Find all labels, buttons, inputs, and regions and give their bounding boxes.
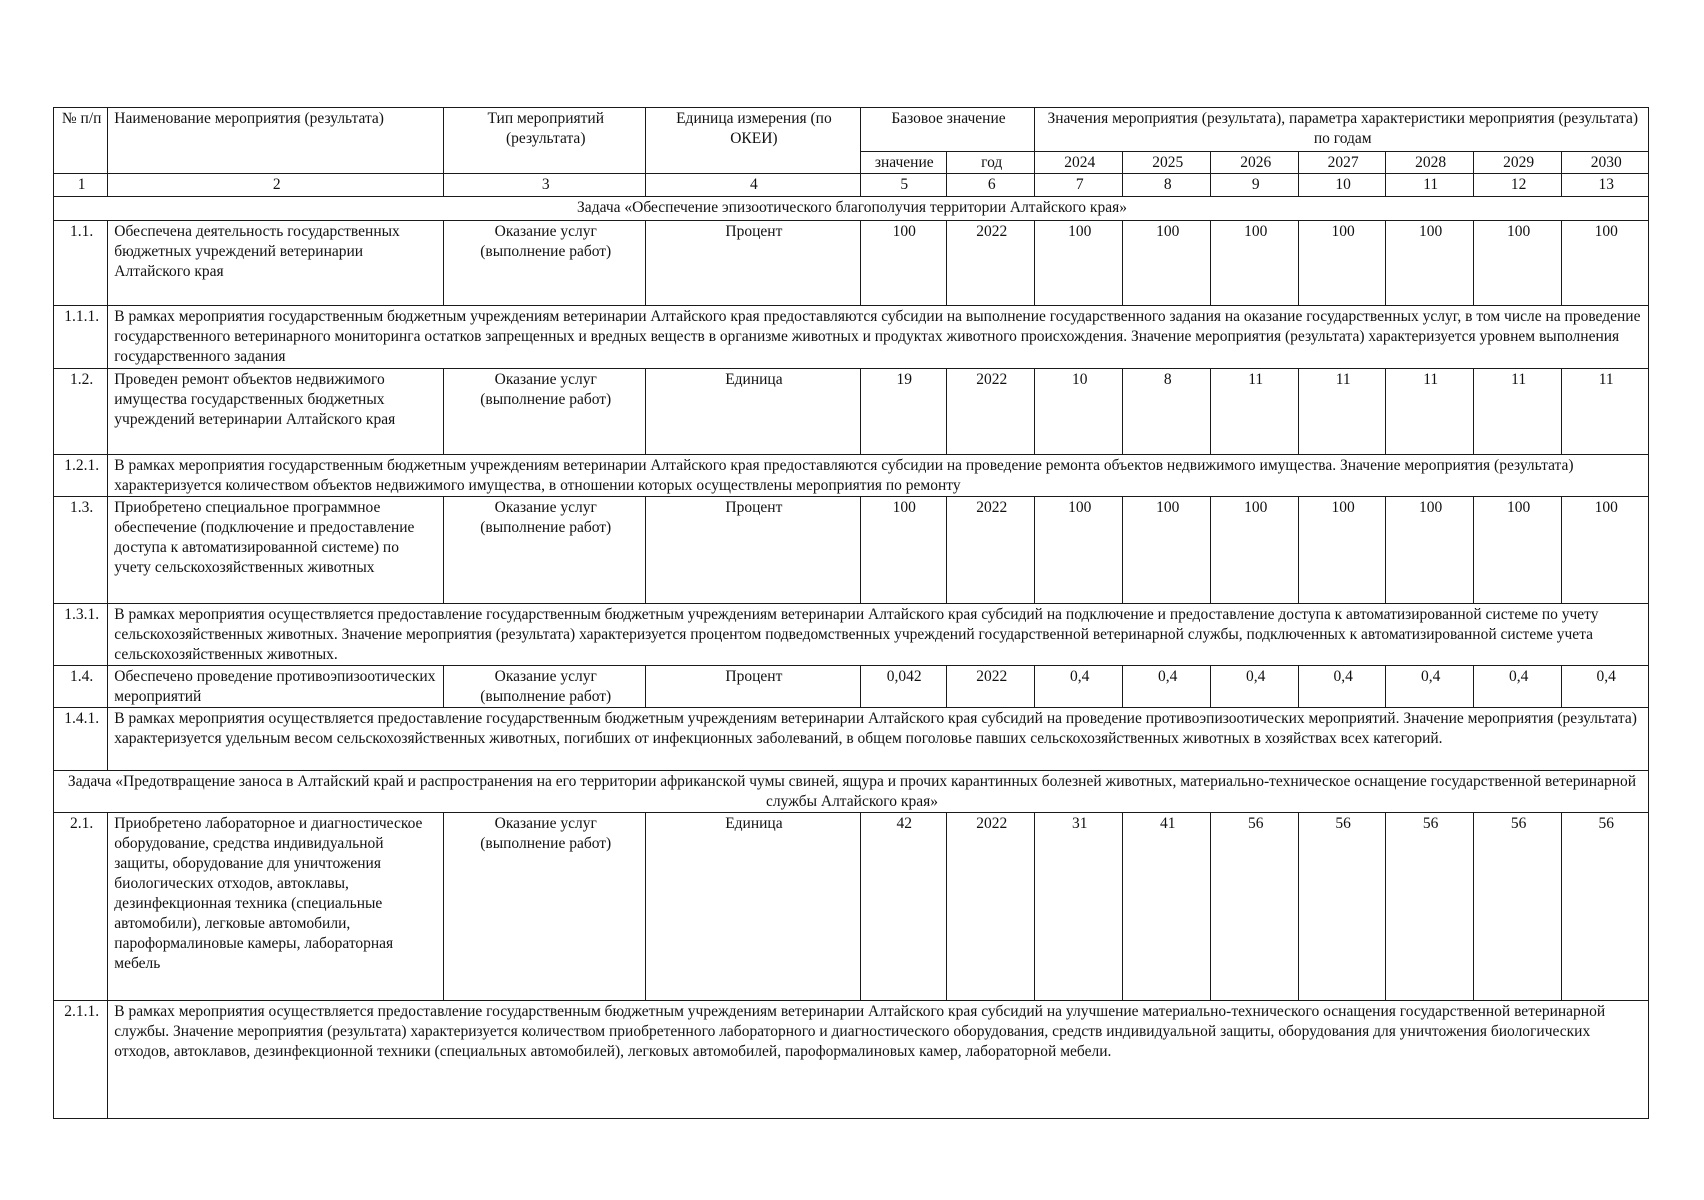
row-base-year: 2022 xyxy=(946,368,1035,455)
header-year: 2025 xyxy=(1122,152,1210,174)
task-row xyxy=(54,770,1649,812)
row-value: 31 xyxy=(1035,813,1122,1001)
header-year: 2030 xyxy=(1562,152,1649,174)
header-year: 2024 xyxy=(1035,152,1122,174)
row-unit: Единица xyxy=(646,368,860,455)
row-unit: Процент xyxy=(646,497,860,604)
sub-row-number: 2.1.1. xyxy=(54,1001,108,1119)
row-value: 0,4 xyxy=(1035,666,1122,708)
column-number: 12 xyxy=(1473,174,1561,196)
header-num: № п/п xyxy=(54,108,108,174)
sub-row-text: В рамках мероприятия государственным бюджетным учреждениям ветеринарии Алтайского края предоставляются субсидии на выполнение государственного задания на оказание государственных услуг, в том числе на проведение государственного ветеринарного мониторинга остатков запрещенных и вредных веществ в организме животных и продуктах животного происхождения. Значение мероприятия (результата) характеризуется уровнем выполнения государственного задания xyxy=(108,306,1649,368)
row-type: Оказание услуг (выполнение работ) xyxy=(444,666,646,708)
column-number-row xyxy=(54,174,1649,196)
column-number: 11 xyxy=(1386,174,1473,196)
column-number: 8 xyxy=(1122,174,1210,196)
column-number: 2 xyxy=(108,174,444,196)
row-name: Проведен ремонт объектов недвижимого имущества государственных бюджетных учреждений ветеринарии Алтайского края xyxy=(108,368,444,455)
header-name: Наименование мероприятия (результата) xyxy=(108,108,444,174)
sub-row-text: В рамках мероприятия осуществляется предоставление государственным бюджетным учреждениям ветеринарии Алтайского края субсидий на улучшение материально-технического оснащения государственной ветеринарной службы. Значение мероприятия (результата) характеризуется количеством приобретенного лабораторного и диагностического оборудования, средств индивидуальной защиты, оборудования для уничтожения биологических отходов, автоклавов, дезинфекционной техники (специальных автомобилей), легковых автомобилей, пароформалиновых камер, лабораторной мебели. xyxy=(108,1001,1649,1119)
column-number: 9 xyxy=(1211,174,1298,196)
row-type: Оказание услуг (выполнение работ) xyxy=(444,497,646,604)
header-type: Тип мероприятий (результата) xyxy=(444,108,646,174)
column-number: 3 xyxy=(444,174,646,196)
row-value: 0,4 xyxy=(1298,666,1385,708)
row-number: 1.1. xyxy=(54,220,108,306)
task-row xyxy=(54,196,1649,220)
row-base-value: 100 xyxy=(860,220,946,306)
description-row xyxy=(54,455,1649,497)
row-value: 100 xyxy=(1562,220,1649,306)
row-value: 100 xyxy=(1122,220,1210,306)
header-year: 2026 xyxy=(1211,152,1298,174)
row-base-value: 0,042 xyxy=(860,666,946,708)
sub-row-number: 1.1.1. xyxy=(54,306,108,368)
column-number: 6 xyxy=(946,174,1035,196)
row-value: 11 xyxy=(1298,368,1385,455)
table-row xyxy=(54,368,1649,455)
column-number: 5 xyxy=(860,174,946,196)
row-name: Обеспечена деятельность государственных бюджетных учреждений ветеринарии Алтайского края xyxy=(108,220,444,306)
row-base-value: 42 xyxy=(860,813,946,1001)
description-row xyxy=(54,708,1649,770)
row-value: 56 xyxy=(1298,813,1385,1001)
row-value: 56 xyxy=(1473,813,1561,1001)
row-unit: Процент xyxy=(646,666,860,708)
table-row xyxy=(54,666,1649,708)
table-row xyxy=(54,813,1649,1001)
sub-row-text: В рамках мероприятия осуществляется предоставление государственным бюджетным учреждениям ветеринарии Алтайского края субсидий на проведение противоэпизоотических мероприятий. Значение мероприятия (результата) характеризуется удельным весом сельскохозяйственных животных, погибших от инфекционных заболеваний, в общем поголовье павших сельскохозяйственных животных в хозяйствах всех категорий. xyxy=(108,708,1649,770)
column-number: 4 xyxy=(646,174,860,196)
table-row xyxy=(54,220,1649,306)
row-name: Обеспечено проведение противоэпизоотических мероприятий xyxy=(108,666,444,708)
row-value: 100 xyxy=(1298,220,1385,306)
description-row xyxy=(54,603,1649,665)
row-type: Оказание услуг (выполнение работ) xyxy=(444,220,646,306)
table-header-row xyxy=(54,108,1649,152)
column-number: 7 xyxy=(1035,174,1122,196)
header-base: Базовое значение xyxy=(860,108,1035,152)
row-value: 11 xyxy=(1211,368,1298,455)
row-number: 1.2. xyxy=(54,368,108,455)
task-title: Задача «Обеспечение эпизоотического благополучия территории Алтайского края» xyxy=(54,196,1649,220)
row-value: 11 xyxy=(1386,368,1473,455)
row-type: Оказание услуг (выполнение работ) xyxy=(444,368,646,455)
header-year: 2029 xyxy=(1473,152,1561,174)
row-number: 1.3. xyxy=(54,497,108,604)
header-unit: Единица измерения (по ОКЕИ) xyxy=(646,108,860,174)
row-value: 100 xyxy=(1473,220,1561,306)
header-values: Значения мероприятия (результата), параметра характеристики мероприятия (результата) по годам xyxy=(1035,108,1649,152)
row-value: 56 xyxy=(1211,813,1298,1001)
row-base-value: 19 xyxy=(860,368,946,455)
row-base-year: 2022 xyxy=(946,813,1035,1001)
row-value: 100 xyxy=(1122,497,1210,604)
column-number: 1 xyxy=(54,174,108,196)
header-year: 2028 xyxy=(1386,152,1473,174)
sub-row-text: В рамках мероприятия осуществляется предоставление государственным бюджетным учреждениям ветеринарии Алтайского края субсидий на подключение и предоставление доступа к автоматизированной системе по учету сельскохозяйственных животных. Значение мероприятия (результата) характеризуется процентом подведомственных учреждений государственной ветеринарной службы, подключенных к автоматизированной системе учета сельскохозяйственных животных. xyxy=(108,603,1649,665)
row-unit: Единица xyxy=(646,813,860,1001)
row-value: 11 xyxy=(1562,368,1649,455)
description-row xyxy=(54,1001,1649,1119)
row-value: 100 xyxy=(1386,220,1473,306)
row-value: 100 xyxy=(1035,220,1122,306)
row-value: 0,4 xyxy=(1473,666,1561,708)
header-base-value: значение xyxy=(860,152,946,174)
row-value: 100 xyxy=(1211,497,1298,604)
row-value: 41 xyxy=(1122,813,1210,1001)
row-value: 0,4 xyxy=(1122,666,1210,708)
row-value: 0,4 xyxy=(1211,666,1298,708)
sub-row-number: 1.4.1. xyxy=(54,708,108,770)
row-value: 100 xyxy=(1562,497,1649,604)
row-value: 100 xyxy=(1035,497,1122,604)
sub-row-text: В рамках мероприятия государственным бюджетным учреждениям ветеринарии Алтайского края предоставляются субсидии на проведение ремонта объектов недвижимого имущества. Значение мероприятия (результата) характеризуется количеством объектов недвижимого имущества, в отношении которых осуществлены мероприятия по ремонту xyxy=(108,455,1649,497)
header-base-year: год xyxy=(946,152,1035,174)
row-number: 2.1. xyxy=(54,813,108,1001)
sub-row-number: 1.3.1. xyxy=(54,603,108,665)
row-base-year: 2022 xyxy=(946,666,1035,708)
row-value: 0,4 xyxy=(1562,666,1649,708)
row-number: 1.4. xyxy=(54,666,108,708)
header-year: 2027 xyxy=(1298,152,1385,174)
row-name: Приобретено лабораторное и диагностическое оборудование, средства индивидуальной защиты, оборудование для уничтожения биологических отходов, автоклавы, дезинфекционная техника (специальные автомобили), легковые автомобили, пароформалиновые камеры, лабораторная мебель xyxy=(108,813,444,1001)
row-name: Приобретено специальное программное обеспечение (подключение и предоставление доступа к автоматизированной системе) по учету сельскохозяйственных животных xyxy=(108,497,444,604)
row-value: 11 xyxy=(1473,368,1561,455)
table-row xyxy=(54,497,1649,604)
description-row xyxy=(54,306,1649,368)
row-value: 56 xyxy=(1386,813,1473,1001)
row-value: 100 xyxy=(1298,497,1385,604)
row-value: 0,4 xyxy=(1386,666,1473,708)
row-value: 100 xyxy=(1473,497,1561,604)
sub-row-number: 1.2.1. xyxy=(54,455,108,497)
column-number: 10 xyxy=(1298,174,1385,196)
row-base-year: 2022 xyxy=(946,497,1035,604)
row-base-year: 2022 xyxy=(946,220,1035,306)
row-value: 100 xyxy=(1386,497,1473,604)
row-type: Оказание услуг (выполнение работ) xyxy=(444,813,646,1001)
row-base-value: 100 xyxy=(860,497,946,604)
row-value: 10 xyxy=(1035,368,1122,455)
row-value: 56 xyxy=(1562,813,1649,1001)
column-number: 13 xyxy=(1562,174,1649,196)
row-unit: Процент xyxy=(646,220,860,306)
task-title: Задача «Предотвращение заноса в Алтайский край и распространения на его территории африканской чумы свиней, ящура и прочих карантинных болезней животных, материально-техническое оснащение государственной ветеринарной службы Алтайского края» xyxy=(54,770,1649,812)
measures-table xyxy=(53,107,1649,1119)
row-value: 8 xyxy=(1122,368,1210,455)
row-value: 100 xyxy=(1211,220,1298,306)
